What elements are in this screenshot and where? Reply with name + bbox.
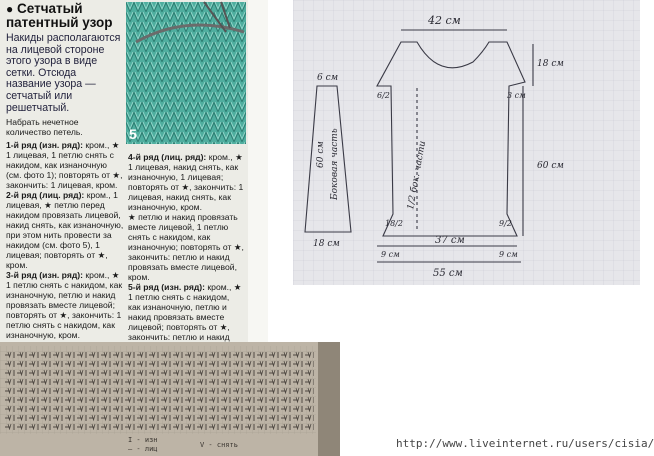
- photo-number: 5: [129, 126, 137, 142]
- chart-paper: [0, 342, 340, 456]
- row-instruction: ★ петлю и накид провязать вместе лицевой, 1 петлю снять с накидом, как изнаночную; повторять от ★, закончить: петлю и накид провязать вместе лицевой, кром.: [128, 212, 244, 282]
- intro-text: Накиды располагаются на лицевой стороне этого узора в виде сетки. Отсюда название узора — сетчатый или решетчатый.: [6, 32, 121, 114]
- row-instruction: 4-й ряд (лиц. ряд): кром., ★ 1 лицевая, накид снять, как изнаночную, 1 лицевая; повторять от ★, закончить: 1 лицевая, накид снять, как изнаночную, кром.: [128, 152, 244, 212]
- label-center-part: 1/2 бок. части: [406, 140, 429, 211]
- row-instruction: 1-й ряд (изн. ряд): кром., ★ 1 лицевая, 1 петлю снять с накидом, как изнаночную (см. фото 1); повторять от ★, закончить: 1 лицевая, кром.: [6, 140, 123, 190]
- garment-schematic: [293, 0, 640, 285]
- handwritten-chart: [0, 342, 340, 456]
- label-top-width: 42 см: [428, 14, 461, 27]
- label-body-height: 60 см: [537, 161, 564, 171]
- chart-legend-3: V - снять: [200, 441, 238, 449]
- graph-paper: [293, 0, 640, 285]
- label-right-shoulder: 3 см: [507, 91, 526, 100]
- label-left-shoulder: 6/2: [377, 91, 390, 100]
- rows-right: [128, 152, 244, 372]
- page-edge: [248, 0, 268, 342]
- row-instruction: 3-й ряд (изн. ряд): кром., ★ 1 петлю снять с накидом, как изнаночную, петлю и накид провязать вместе лицевой; повторять от ★, закончить: 1 петлю снять с накидом, как изнаночную, кром.: [6, 270, 123, 340]
- row-instruction: 2-й ряд (лиц. ряд): кром., 1 лицевая, ★ петлю перед накидом провязать лицевой, накид снять, как изнаночную, при этом нить провести за накидом (см. фото 5), 1 лицевая; повторять от ★, кром.: [6, 190, 124, 270]
- schematic-drawing: [293, 0, 640, 285]
- knit-sample-photo: [126, 2, 246, 144]
- label-hem-left: 18/2: [385, 219, 403, 228]
- magazine-scan: [0, 0, 268, 342]
- label-shoulder-height: 18 см: [537, 59, 564, 69]
- label-sleeve-bottom: 18 см: [313, 239, 340, 249]
- source-watermark: http://www.liveinternet.ru/users/cisia/: [396, 437, 654, 450]
- label-bottom-width: 55 см: [433, 268, 463, 279]
- label-sleeve-length: 60 см: [316, 141, 326, 168]
- label-hem-center: 37 см: [435, 235, 465, 246]
- stitch-title: ● Сетчатый патентный узор: [6, 1, 113, 30]
- label-sleeve-top: 6 см: [317, 73, 339, 83]
- row-instruction: 5-й ряд (изн. ряд): кром., ★ 1 петлю снять с накидом, как изнаночную, петлю и накид провязать вместе лицевой; повторять от ★, закончить: петлю и накид: [128, 282, 242, 342]
- stitch-symbols: [4, 350, 314, 430]
- chart-legend-1: I - изн: [128, 436, 158, 444]
- label-hem-right: 9/2: [499, 219, 512, 228]
- label-right-offset: 9 см: [499, 250, 518, 259]
- chart-legend-2: — - лиц: [128, 445, 158, 453]
- bullet-icon: ●: [6, 2, 14, 16]
- rows-left: [6, 140, 124, 340]
- knit-texture: [126, 2, 246, 144]
- label-left-offset: 9 см: [381, 250, 400, 259]
- cast-on-text: Набрать нечетное количество петель.: [6, 117, 83, 137]
- label-sleeve-piece: Боковая часть: [330, 128, 340, 200]
